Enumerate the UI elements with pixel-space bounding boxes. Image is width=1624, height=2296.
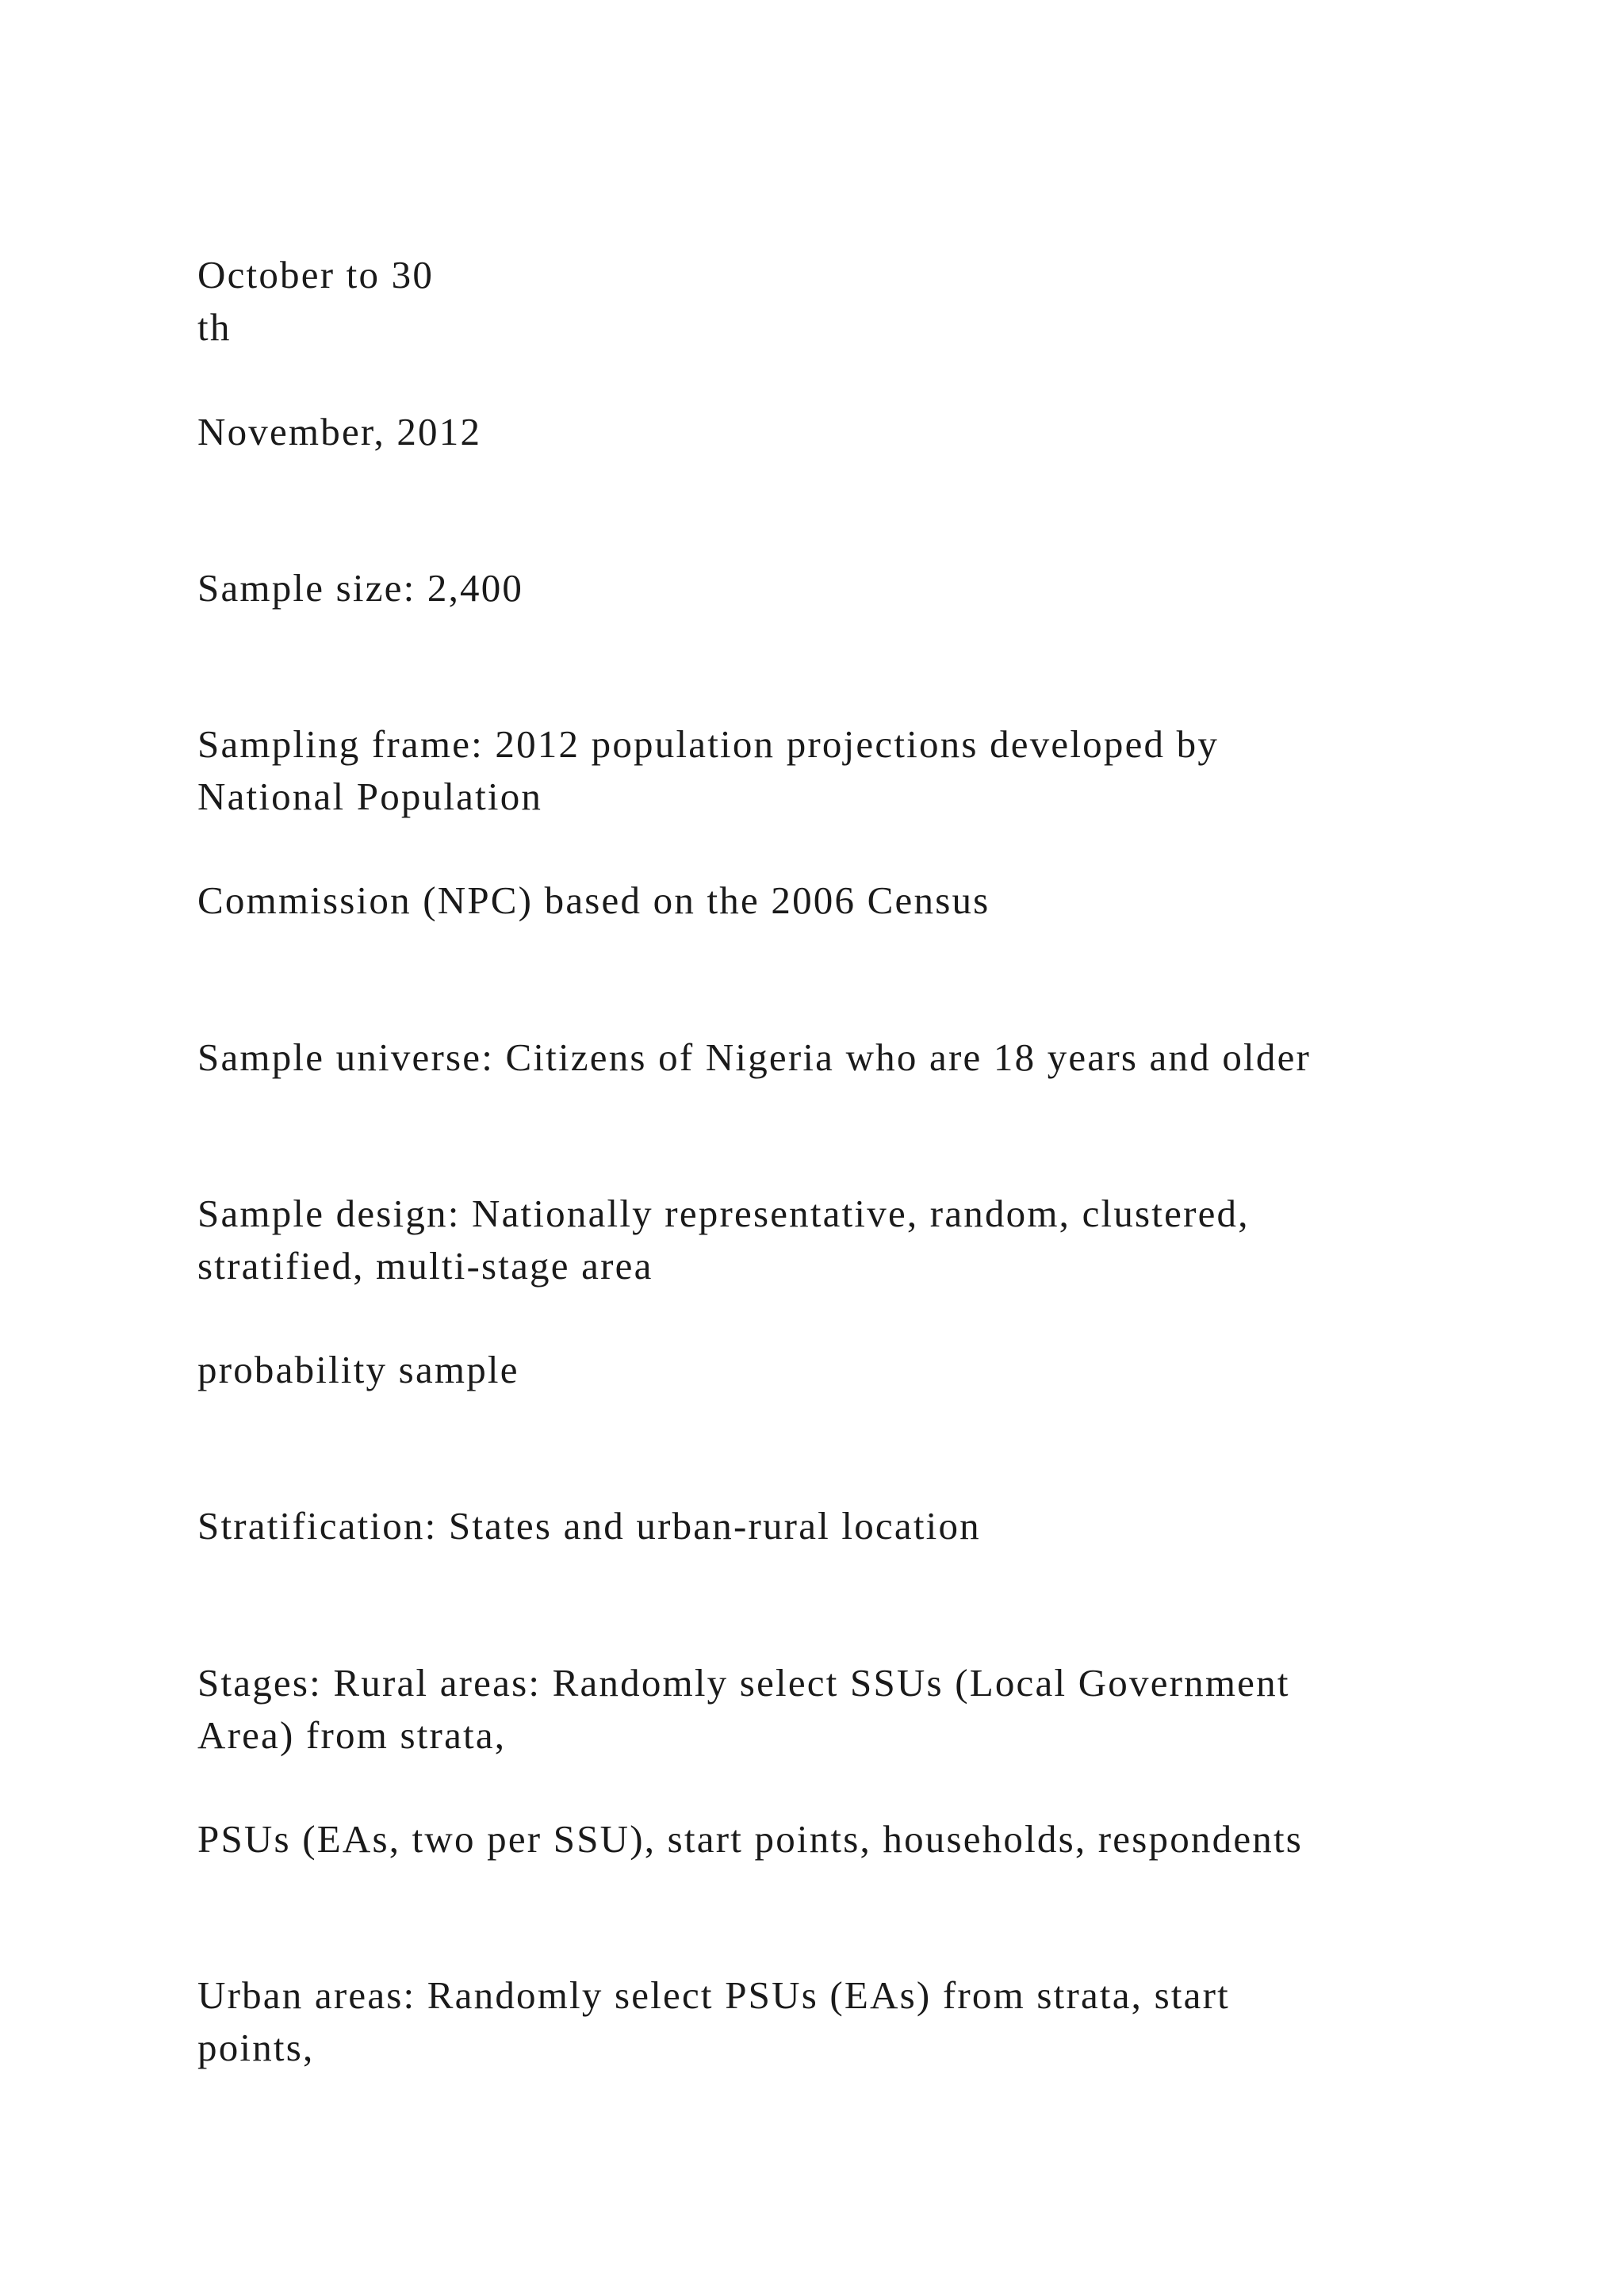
text-line: Area) from strata, (197, 1713, 507, 1757)
text-line: Sampling frame: 2012 population projections developed by (197, 722, 1220, 766)
text-line: Stages: Rural areas: Randomly select SSUs (Local Government (197, 1661, 1290, 1705)
text-line: th (197, 305, 232, 349)
text-line: stratified, multi-stage area (197, 1244, 653, 1288)
text-line: National Population (197, 775, 543, 818)
text-line: Commission (NPC) based on the 2006 Census (197, 878, 990, 922)
text-line: points, (197, 2026, 315, 2069)
text-line: October to 30 (197, 253, 435, 297)
text-line: Sample design: Nationally representative, random, clustered, (197, 1192, 1250, 1235)
text-line: Sample universe: Citizens of Nigeria who are 18 years and older (197, 1035, 1312, 1079)
text-line: November, 2012 (197, 410, 482, 453)
text-line: PSUs (EAs, two per SSU), start points, households, respondents (197, 1817, 1304, 1861)
text-line: Stratification: States and urban-rural location (197, 1504, 981, 1548)
text-line: Urban areas: Randomly select PSUs (EAs) from strata, start (197, 1973, 1230, 2017)
text-line: probability sample (197, 1348, 519, 1391)
text-line: Sample size: 2,400 (197, 566, 524, 610)
